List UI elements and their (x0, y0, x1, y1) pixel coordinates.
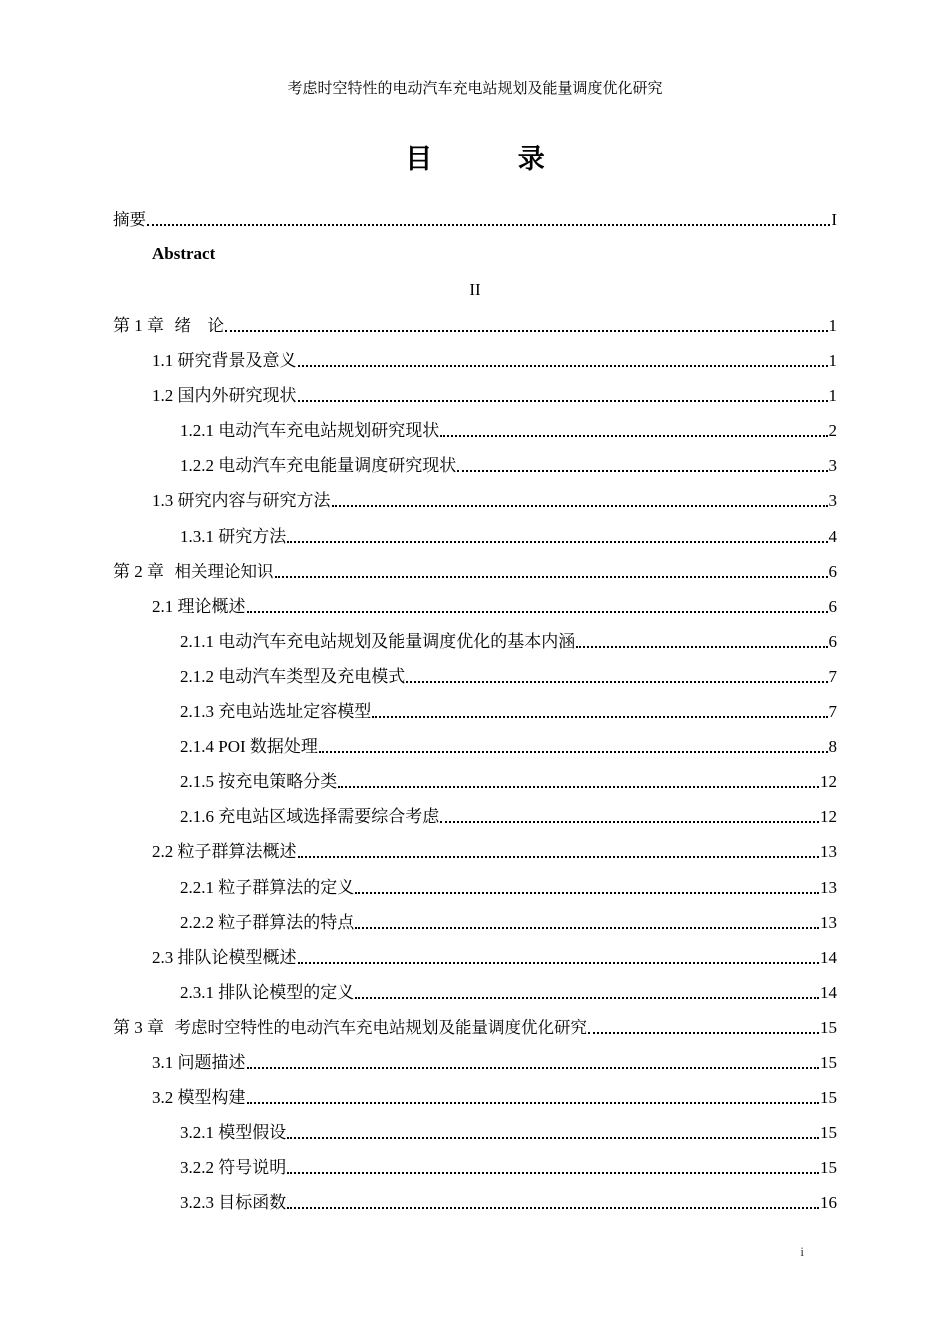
toc-entry-label: 2.3 排队论模型概述 (152, 948, 297, 967)
toc-entry-2-1-3[interactable] (180, 700, 837, 722)
toc-page-number: 15 (820, 1053, 837, 1072)
toc-entry-label: 2.1 理论概述 (152, 597, 246, 616)
toc-page-number: 15 (820, 1018, 837, 1037)
toc-page-number: 16 (820, 1193, 837, 1212)
dot-leader (247, 1102, 820, 1104)
toc-entry-3-2-2[interactable] (180, 1156, 837, 1178)
dot-leader (298, 962, 820, 964)
chapter-title: 相关理论知识 (174, 562, 274, 581)
toc-entry-2-1-6[interactable] (180, 805, 837, 827)
chapter-title: 绪 论 (174, 316, 224, 335)
chapter-number: 第 3 章 (113, 1018, 164, 1037)
toc-page-number: I (831, 210, 837, 229)
dot-leader (287, 1207, 819, 1209)
toc-entry-label: 3.2.2 符号说明 (180, 1158, 287, 1177)
toc-entry-label: 1.3 研究内容与研究方法 (152, 491, 331, 510)
dot-leader (225, 330, 828, 332)
toc-entry-3-2-3[interactable] (180, 1191, 837, 1213)
toc-entry-2-1-4[interactable] (180, 735, 837, 757)
toc-page-number: 15 (820, 1123, 837, 1142)
toc-entry-3-2[interactable] (152, 1086, 837, 1108)
toc-entry-label: 1.2 国内外研究现状 (152, 386, 297, 405)
toc-entry-label: 1.1 研究背景及意义 (152, 351, 297, 370)
toc-entry-1-3[interactable] (152, 489, 837, 511)
toc-page-number: 15 (820, 1158, 837, 1177)
toc-entry-2-1-1[interactable] (180, 630, 837, 652)
toc-entry-label: 2.1.2 电动汽车类型及充电模式 (180, 667, 406, 686)
dot-leader (247, 611, 828, 613)
toc-entry-label: 1.2.1 电动汽车充电站规划研究现状 (180, 421, 440, 440)
dot-leader (298, 400, 828, 402)
toc-page-number: 7 (828, 702, 837, 721)
toc-entry-label (113, 316, 224, 336)
toc-page-number: 1 (828, 386, 837, 405)
dot-leader (355, 997, 819, 999)
toc-title: 目 录 (405, 144, 583, 175)
toc-page-number: 7 (828, 667, 837, 686)
toc-entry-1-2-1[interactable] (180, 419, 837, 441)
toc-entry-label: 2.2.2 粒子群算法的特点 (180, 913, 355, 932)
dot-leader (576, 646, 827, 648)
toc-page-number: 6 (828, 562, 837, 581)
dot-leader (355, 927, 819, 929)
dot-leader (588, 1032, 819, 1034)
toc-page-number: 6 (828, 597, 837, 616)
toc-entry-2-2-2[interactable] (180, 911, 837, 933)
dot-leader (457, 470, 827, 472)
dot-leader (298, 856, 820, 858)
toc-entry-label: 2.1.5 按充电策略分类 (180, 772, 338, 791)
dot-leader (298, 365, 828, 367)
dot-leader (440, 821, 819, 823)
toc-entry-label: 2.3.1 排队论模型的定义 (180, 983, 355, 1002)
toc-page-number: 15 (820, 1088, 837, 1107)
toc-entry-label: 2.1.4 POI 数据处理 (180, 737, 318, 756)
toc-entry-2-3-1[interactable] (180, 981, 837, 1003)
chapter-number: 第 1 章 (113, 316, 164, 335)
dot-leader (147, 224, 830, 226)
toc-entry-abstract-cn[interactable] (113, 208, 837, 230)
toc-page-number: 2 (828, 421, 837, 440)
toc-entry-label: 摘要 (113, 210, 146, 229)
dot-leader (287, 1172, 819, 1174)
toc-entry-label: 3.2.3 目标函数 (180, 1193, 287, 1212)
toc-entry-2-1-2[interactable] (180, 665, 837, 687)
toc-entry-2-3[interactable] (152, 946, 837, 968)
dot-leader (319, 751, 828, 753)
toc-entry-label: 2.1.1 电动汽车充电站规划及能量调度优化的基本内涵 (180, 632, 576, 651)
toc-entry-label: 2.1.3 充电站选址定容模型 (180, 702, 372, 721)
dot-leader (247, 1067, 820, 1069)
toc-entry-1-3-1[interactable] (180, 525, 837, 547)
toc-entry-3-1[interactable] (152, 1051, 837, 1073)
dot-leader (275, 576, 828, 578)
toc-entry-label (113, 1018, 587, 1038)
toc-entry-label: 1.3.1 研究方法 (180, 527, 287, 546)
toc-entry-label: 2.2.1 粒子群算法的定义 (180, 878, 355, 897)
toc-entry-1-2-2[interactable] (180, 454, 837, 476)
toc-page-number: 6 (828, 632, 837, 651)
chapter-title: 考虑时空特性的电动汽车充电站规划及能量调度优化研究 (174, 1018, 587, 1037)
toc-page-number: 13 (820, 842, 837, 861)
toc-page-number: 12 (820, 772, 837, 791)
toc-page-number: 1 (828, 316, 837, 335)
toc-page-number-abstract-en: II (469, 280, 481, 299)
dot-leader (287, 1137, 819, 1139)
toc-entry-3-2-1[interactable] (180, 1121, 837, 1143)
toc-entry-label: 3.1 问题描述 (152, 1053, 246, 1072)
toc-page-number: 1 (828, 351, 837, 370)
toc-page-number: 3 (828, 491, 837, 510)
footer-page-number: i (800, 1244, 804, 1259)
toc-entry-label: 3.2.1 模型假设 (180, 1123, 287, 1142)
toc-entry-1-2[interactable] (152, 384, 837, 406)
dot-leader (338, 786, 819, 788)
dot-leader (406, 681, 827, 683)
running-header: 考虑时空特性的电动汽车充电站规划及能量调度优化研究 (287, 81, 663, 97)
toc-entry-chapter-3[interactable] (113, 1016, 837, 1038)
toc-entry-2-2[interactable] (152, 840, 837, 862)
toc-entry-abstract-en[interactable]: Abstract (152, 244, 216, 263)
toc-page-number: 4 (828, 527, 837, 546)
toc-entry-label (113, 562, 274, 582)
dot-leader (372, 716, 827, 718)
toc-entry-2-1-5[interactable] (180, 770, 837, 792)
toc-page-number: 12 (820, 807, 837, 826)
toc-page-number: 13 (820, 878, 837, 897)
toc-entry-chapter-2[interactable] (113, 560, 837, 582)
toc-entry-label: 2.1.6 充电站区域选择需要综合考虑 (180, 807, 440, 826)
toc-page-number: 14 (820, 948, 837, 967)
toc-entry-2-1[interactable] (152, 595, 837, 617)
dot-leader (355, 892, 819, 894)
dot-leader (440, 435, 827, 437)
toc-entry-label: 2.2 粒子群算法概述 (152, 842, 297, 861)
toc-entry-label: 3.2 模型构建 (152, 1088, 246, 1107)
chapter-number: 第 2 章 (113, 562, 164, 581)
toc-page-number: 14 (820, 983, 837, 1002)
toc-entry-1-1[interactable] (152, 349, 837, 371)
toc-page-number: 8 (828, 737, 837, 756)
toc-page-number: 13 (820, 913, 837, 932)
toc-entry-chapter-1[interactable] (113, 314, 837, 336)
toc-page-number: 3 (828, 456, 837, 475)
toc-entry-label: 1.2.2 电动汽车充电能量调度研究现状 (180, 456, 457, 475)
toc-entry-2-2-1[interactable] (180, 876, 837, 898)
dot-leader (287, 541, 827, 543)
dot-leader (332, 505, 828, 507)
